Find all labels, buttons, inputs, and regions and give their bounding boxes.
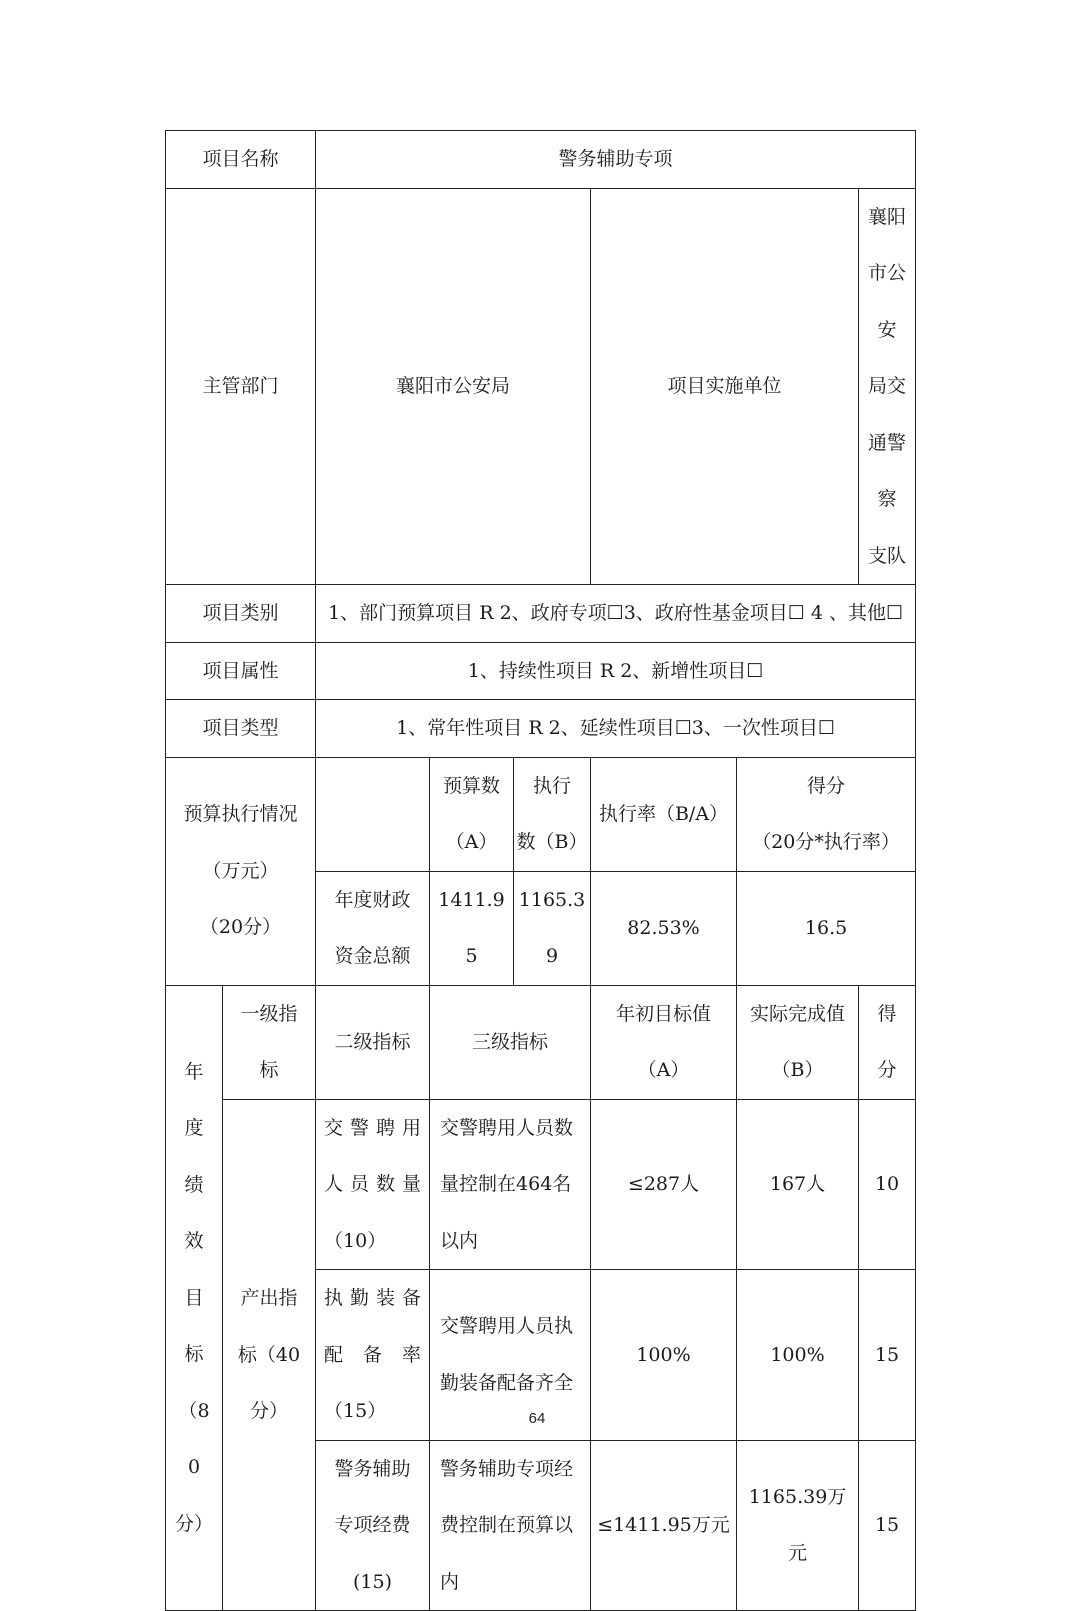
dept-value: 襄阳市公安局 bbox=[316, 188, 591, 585]
target-cell: 100% bbox=[591, 1270, 737, 1441]
level2-cell: 交 警 聘 用 人 员 数 量 （10） bbox=[316, 1099, 430, 1270]
type-value: 1、常年性项目 R 2、延续性项目☐3、一次性项目☐ bbox=[316, 700, 916, 758]
budget-col-a: 预算数 （A） bbox=[430, 757, 514, 871]
actual-cell: 100% bbox=[737, 1270, 859, 1441]
actual-cell: 1165.39万 元 bbox=[737, 1440, 859, 1611]
type-label: 项目类型 bbox=[166, 700, 316, 758]
annual-goal-side-label: 年 度 绩 效 目 标 （8 0 分） bbox=[166, 985, 223, 1611]
level1-output-indicator: 产出指 标（40 分） bbox=[223, 1099, 316, 1611]
impl-unit-label: 项目实施单位 bbox=[591, 188, 859, 585]
budget-col-rate: 执行率（B/A） bbox=[591, 757, 737, 871]
header-level2: 二级指标 bbox=[316, 985, 430, 1099]
page-number: 64 bbox=[528, 1410, 546, 1427]
row-type bbox=[166, 700, 916, 758]
row-budget-header bbox=[166, 757, 916, 871]
attribute-value: 1、持续性项目 R 2、新增性项目☐ bbox=[316, 642, 916, 700]
header-level1: 一级指 标 bbox=[223, 985, 316, 1099]
level3-cell: 警务辅助专项经 费控制在预算以 内 bbox=[430, 1440, 591, 1611]
budget-label: 预算执行情况 （万元） （20分） bbox=[166, 757, 316, 985]
header-score: 得 分 bbox=[859, 985, 916, 1099]
row-project-name bbox=[166, 131, 916, 189]
header-actual: 实际完成值 （B） bbox=[737, 985, 859, 1099]
row-department bbox=[166, 188, 916, 585]
dept-label: 主管部门 bbox=[166, 188, 316, 585]
target-cell: ≤1411.95万元 bbox=[591, 1440, 737, 1611]
budget-b-value: 1165.3 9 bbox=[514, 871, 591, 985]
budget-a-value: 1411.9 5 bbox=[430, 871, 514, 985]
budget-blank-header bbox=[316, 757, 430, 871]
budget-score-value: 16.5 bbox=[737, 871, 916, 985]
budget-rate-value: 82.53% bbox=[591, 871, 737, 985]
project-name-label: 项目名称 bbox=[166, 131, 316, 189]
budget-col-score: 得分 （20分*执行率） bbox=[737, 757, 916, 871]
score-cell: 15 bbox=[859, 1440, 916, 1611]
score-cell: 10 bbox=[859, 1099, 916, 1270]
header-level3: 三级指标 bbox=[430, 985, 591, 1099]
level2-cell: 执 勤 装 备 配 备 率 （15） bbox=[316, 1270, 430, 1441]
level2-cell: 警务辅助 专项经费 (15) bbox=[316, 1440, 430, 1611]
project-name-value: 警务辅助专项 bbox=[316, 131, 916, 189]
budget-row-label: 年度财政 资金总额 bbox=[316, 871, 430, 985]
attribute-label: 项目属性 bbox=[166, 642, 316, 700]
category-value: 1、部门预算项目 R 2、政府专项☐3、政府性基金项目☐ 4 、其他☐ bbox=[316, 585, 916, 643]
header-target: 年初目标值 （A） bbox=[591, 985, 737, 1099]
score-cell: 15 bbox=[859, 1270, 916, 1441]
row-attribute bbox=[166, 642, 916, 700]
row-indicator-header bbox=[166, 985, 916, 1099]
target-cell: ≤287人 bbox=[591, 1099, 737, 1270]
impl-unit-value: 襄阳市公安 局交通警察 支队 bbox=[859, 188, 916, 585]
level3-cell: 交警聘用人员数 量控制在464名 以内 bbox=[430, 1099, 591, 1270]
indicator-row bbox=[166, 1099, 916, 1270]
actual-cell: 167人 bbox=[737, 1099, 859, 1270]
performance-table bbox=[165, 130, 916, 1611]
budget-col-b: 执行 数（B） bbox=[514, 757, 591, 871]
category-label: 项目类别 bbox=[166, 585, 316, 643]
level3-cell: 交警聘用人员执 勤装备配备齐全 bbox=[430, 1270, 591, 1441]
row-category bbox=[166, 585, 916, 643]
